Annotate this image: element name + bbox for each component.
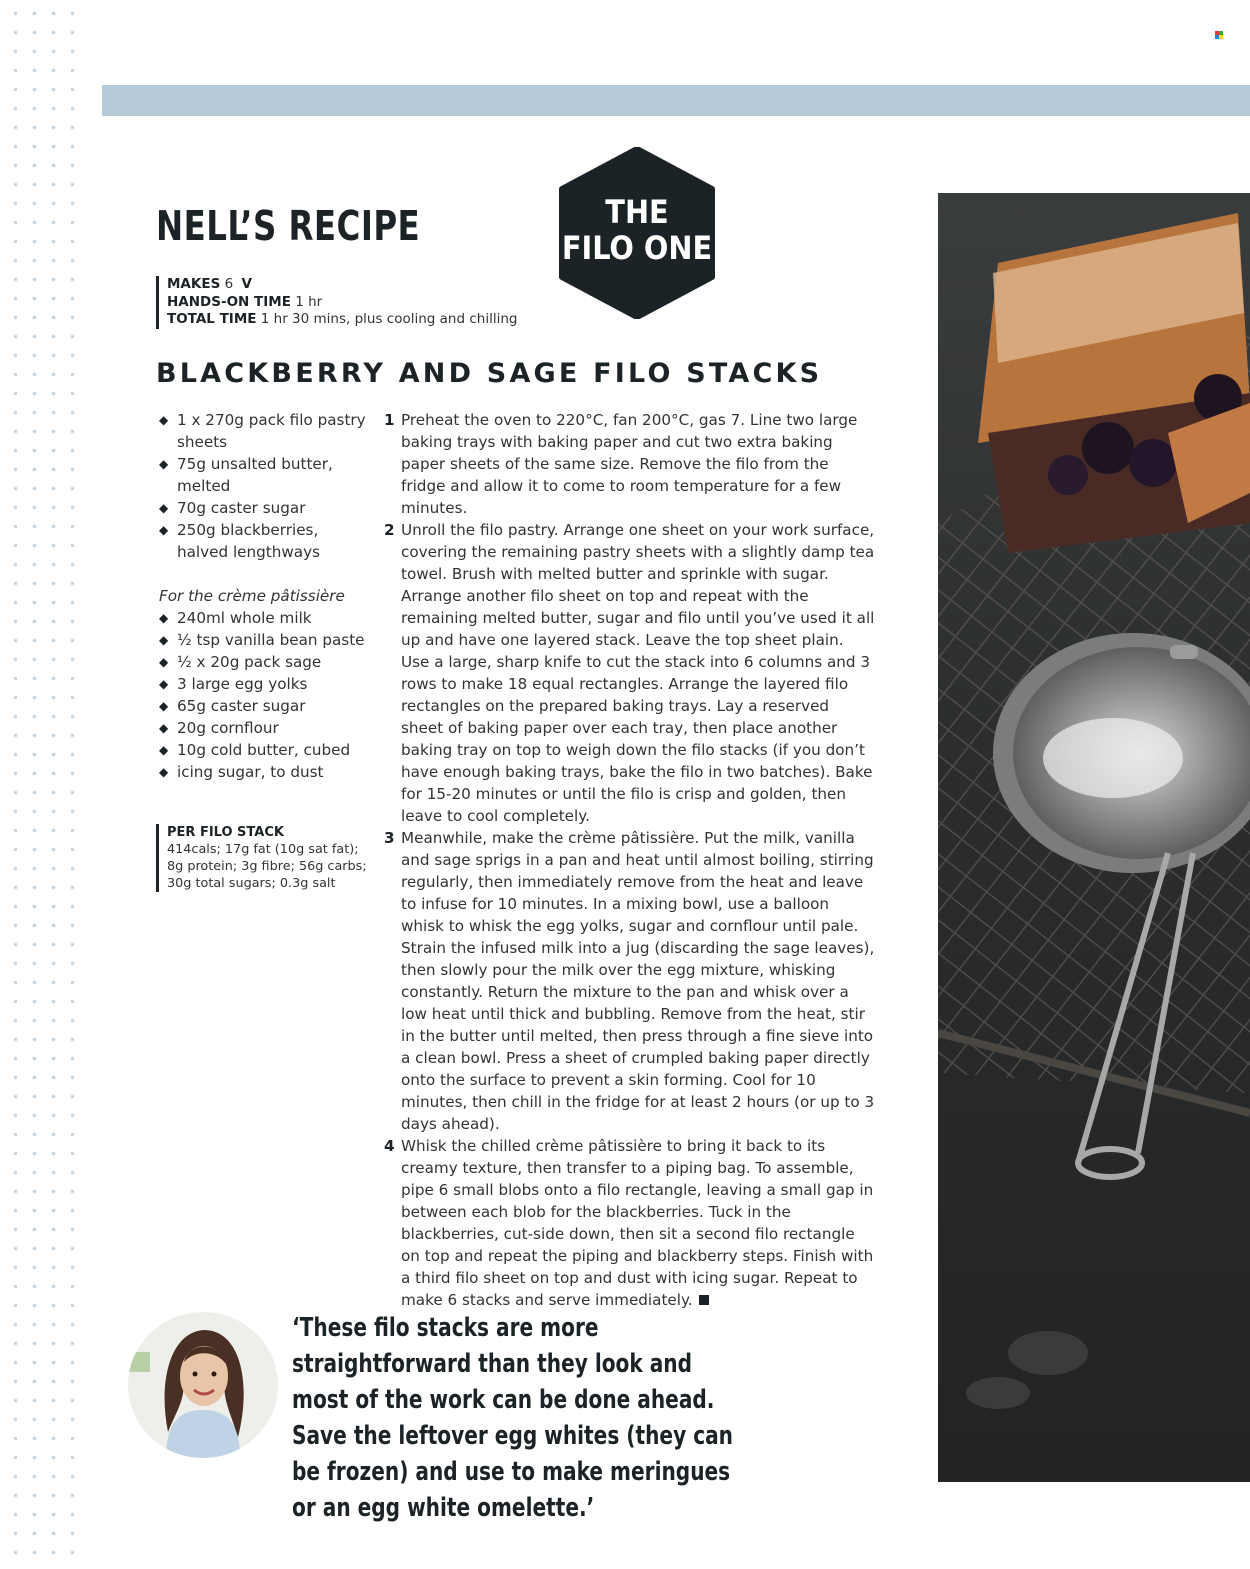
step-text: Preheat the oven to 220°C, fan 200°C, gas 7. Line two large baking trays with baking paper and cut two extra baking paper sheets of the same size. Remove the filo from the fridge and allow it to come to room temperature for a few minutes. — [401, 411, 858, 517]
badge-line-1: THE — [605, 193, 669, 231]
ingredients-list — [159, 409, 374, 783]
badge-line-2: FILO ONE — [561, 229, 713, 267]
hands-on-row — [167, 294, 517, 312]
ingredient-item: ◆ 240ml whole milk — [159, 607, 374, 629]
total-time-label: TOTAL TIME — [167, 311, 257, 327]
step-number: 4 — [384, 1137, 395, 1155]
ingredient-item: ◆ 3 large egg yolks — [159, 673, 374, 695]
ingredient-item: ◆ ½ tsp vanilla bean paste — [159, 629, 374, 651]
step-number: 1 — [384, 411, 395, 429]
hands-on-value: 1 hr — [295, 293, 323, 310]
section-brand-title: NELL’S RECIPE — [156, 202, 421, 250]
method-steps — [384, 409, 876, 1311]
ingredient-item: ◆ 10g cold butter, cubed — [159, 739, 374, 761]
step-text: Unroll the filo pastry. Arrange one sheet on your work surface, covering the remaining pastry sheets with a slightly damp tea towel. Brush with melted butter and sprinkle with sugar. Arrange another filo sheet on top and repeat with the remaining melted butter, sugar and filo until you’ve used it all up and have one layered stack. Leave the top sheet plain. Use a large, sharp knife to cut the stack into 6 columns and 3 rows to make 18 equal rectangles. Arrange the layered filo rectangles on the prepared baking trays. Lay a reserved sheet of baking paper over each tray, then place another baking tray on top to weigh down the filo stacks (if you don’t have enough baking trays, bake the filo in two batches). Bake for 15-20 minutes or until the filo is crisp and golden, then leave to cool completely. — [401, 521, 875, 825]
nutrition-text: 414cals; 17g fat (10g sat fat); 8g protein; 3g fibre; 56g carbs; 30g total sugars; 0.3g salt — [167, 842, 367, 891]
step-text: Meanwhile, make the crème pâtissière. Put the milk, vanilla and sage sprigs in a pan and heat until almost boiling, stirring regularly, then immediately remove from the heat and leave to infuse for 10 minutes. In a mixing bowl, use a balloon whisk to whisk the egg yolks, sugar and cornflour until pale. Strain the infused milk into a jug (discarding the sage leaves), then slowly pour the milk over the egg mixture, whisking constantly. Return the mixture to the pan and whisk over a low heat until thick and bubbling. Remove from the heat, stir in the butter until melted, then press through a fine sieve into a clean bowl. Press a sheet of crumpled baking paper directly onto the surface to prevent a skin forming. Cool for 10 minutes, then chill in the fridge for at least 2 hours (or up to 3 days ahead). — [401, 829, 875, 1133]
nutrition-box — [156, 824, 367, 892]
hexagon-badge — [558, 147, 716, 319]
ingredient-item: ◆ ½ x 20g pack sage — [159, 651, 374, 673]
step-number: 3 — [384, 829, 395, 847]
step-text: Whisk the chilled crème pâtissière to bring it back to its creamy texture, then transfer to a piping bag. To assemble, pipe 6 small blobs onto a filo rectangle, leaving a small gap in between each blob for the blackberries. Tuck in the blackberries, cut-side down, then sit a second filo rectangle on top and repeat the piping and blackberry steps. Finish with a third filo sheet on top and dust with icing sugar. Repeat to make 6 stacks and serve immediately. — [401, 1137, 874, 1309]
makes-label: MAKES — [167, 276, 221, 292]
hands-on-label: HANDS-ON TIME — [167, 293, 291, 310]
makes-row — [167, 276, 517, 294]
total-time-row — [167, 311, 517, 329]
method-step — [384, 519, 876, 827]
corner-mark-icon — [1215, 31, 1223, 39]
photo-illustration — [938, 193, 1250, 1482]
ingredient-item: ◆ 75g unsalted butter, melted — [159, 453, 374, 497]
dotted-margin-pattern — [0, 0, 82, 1569]
end-of-article-square-icon — [699, 1295, 709, 1305]
method-step — [384, 1135, 876, 1311]
author-portrait — [128, 1312, 278, 1458]
author-avatar — [128, 1312, 278, 1458]
recipe-title: BLACKBERRY AND SAGE FILO STACKS — [156, 358, 823, 389]
total-time-value: 1 hr 30 mins, plus cooling and chilling — [260, 311, 518, 327]
ingredient-item: ◆ 250g blackberries, halved lengthways — [159, 519, 374, 563]
makes-value: 6 — [224, 276, 234, 292]
vegetarian-mark: V — [241, 276, 252, 292]
method-step — [384, 409, 876, 519]
creme-heading: For the crème pâtissière — [159, 587, 345, 605]
step-number: 2 — [384, 521, 395, 539]
recipe-photo — [938, 193, 1250, 1482]
ingredient-item: ◆ 70g caster sugar — [159, 497, 374, 519]
ingredient-item: ◆ 20g cornflour — [159, 717, 374, 739]
ingredient-item: ◆ 1 x 270g pack filo pastry sheets — [159, 409, 374, 453]
method-step — [384, 827, 876, 1135]
author-quote: ‘These filo stacks are more straightforward than they look and most of the work can be done ahead. Save the leftover egg whites (they can be frozen) and use to make meringues or an egg white omelette.’ — [292, 1313, 734, 1523]
ingredient-item: ◆ 65g caster sugar — [159, 695, 374, 717]
header-color-bar — [102, 85, 1250, 116]
recipe-meta — [156, 276, 517, 329]
nutrition-heading: PER FILO STACK — [167, 825, 284, 840]
ingredient-item: ◆ icing sugar, to dust — [159, 761, 374, 783]
